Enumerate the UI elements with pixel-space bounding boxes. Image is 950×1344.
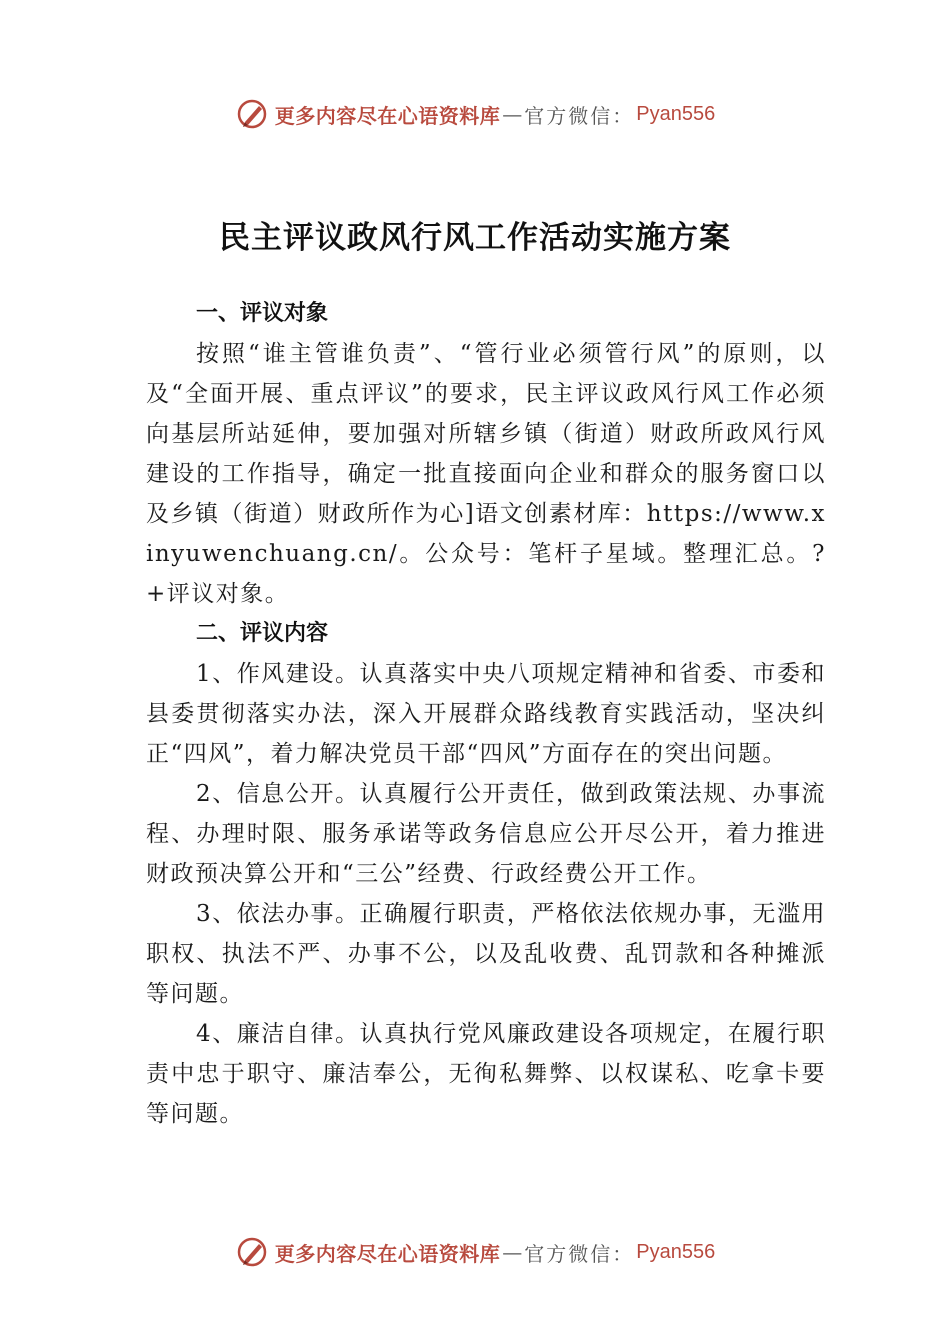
document-body xyxy=(146,294,826,1134)
footer-wechat-label: 官方微信： xyxy=(524,1241,635,1266)
document-title: 民主评议政风行风工作活动实施方案 xyxy=(219,220,731,256)
section-2-paragraph-2: 2、信息公开。认真履行公开责任，做到政策法规、办事流程、办理时限、服务承诺等政务信息应公开尽公开，着力推进财政预决算公开和“三公”经费、行政经费公开工作。 xyxy=(146,781,826,887)
header-wechat-id: Pyan556 xyxy=(636,102,716,125)
section-2-paragraph-3: 3、依法办事。正确履行职责，严格依法依规办事，无滥用职权、执法不严、办事不公，以及乱收费、乱罚款和各种摊派等问题。 xyxy=(146,901,826,1007)
section-1-paragraph-1: 按照“谁主管谁负责”、“管行业必须管行风”的原则，以及“全面开展、重点评议”的要求，民主评议政风行风工作必须向基层所站延伸，要加强对所辖乡镇（街道）财政所政风行风建设的工作指导，确定一批直接面向企业和群众的服务窗口以及乡镇（街道）财政所作为心]语文创素材库：https://www.xinyuwenchuang.cn/。公众号：笔杆子星域。整理汇总。?+评议对象。 xyxy=(146,341,826,607)
section-heading-1: 一、评议对象 xyxy=(196,301,329,326)
footer-dash: — xyxy=(502,1240,523,1264)
section-heading-2: 二、评议内容 xyxy=(196,621,329,646)
header-banner xyxy=(0,94,950,134)
header-dash: — xyxy=(502,102,523,126)
footer-banner xyxy=(0,1232,950,1272)
footer-brand-text: 更多内容尽在心语资料库 xyxy=(274,1241,501,1266)
section-2-paragraph-1: 1、作风建设。认真落实中央八项规定精神和省委、市委和县委贯彻落实办法，深入开展群众路线教育实践活动，坚决纠正“四风”，着力解决党员干部“四风”方面存在的突出问题。 xyxy=(146,661,826,767)
pen-seal-icon xyxy=(235,1235,269,1269)
pen-seal-icon xyxy=(235,97,269,131)
section-2-paragraph-4: 4、廉洁自律。认真执行党风廉政建设各项规定，在履行职责中忠于职守、廉洁奉公，无徇私舞弊、以权谋私、吃拿卡要等问题。 xyxy=(146,1021,826,1127)
footer-wechat-id: Pyan556 xyxy=(636,1240,716,1263)
header-wechat-label: 官方微信： xyxy=(524,103,635,128)
header-brand-text: 更多内容尽在心语资料库 xyxy=(274,103,501,128)
